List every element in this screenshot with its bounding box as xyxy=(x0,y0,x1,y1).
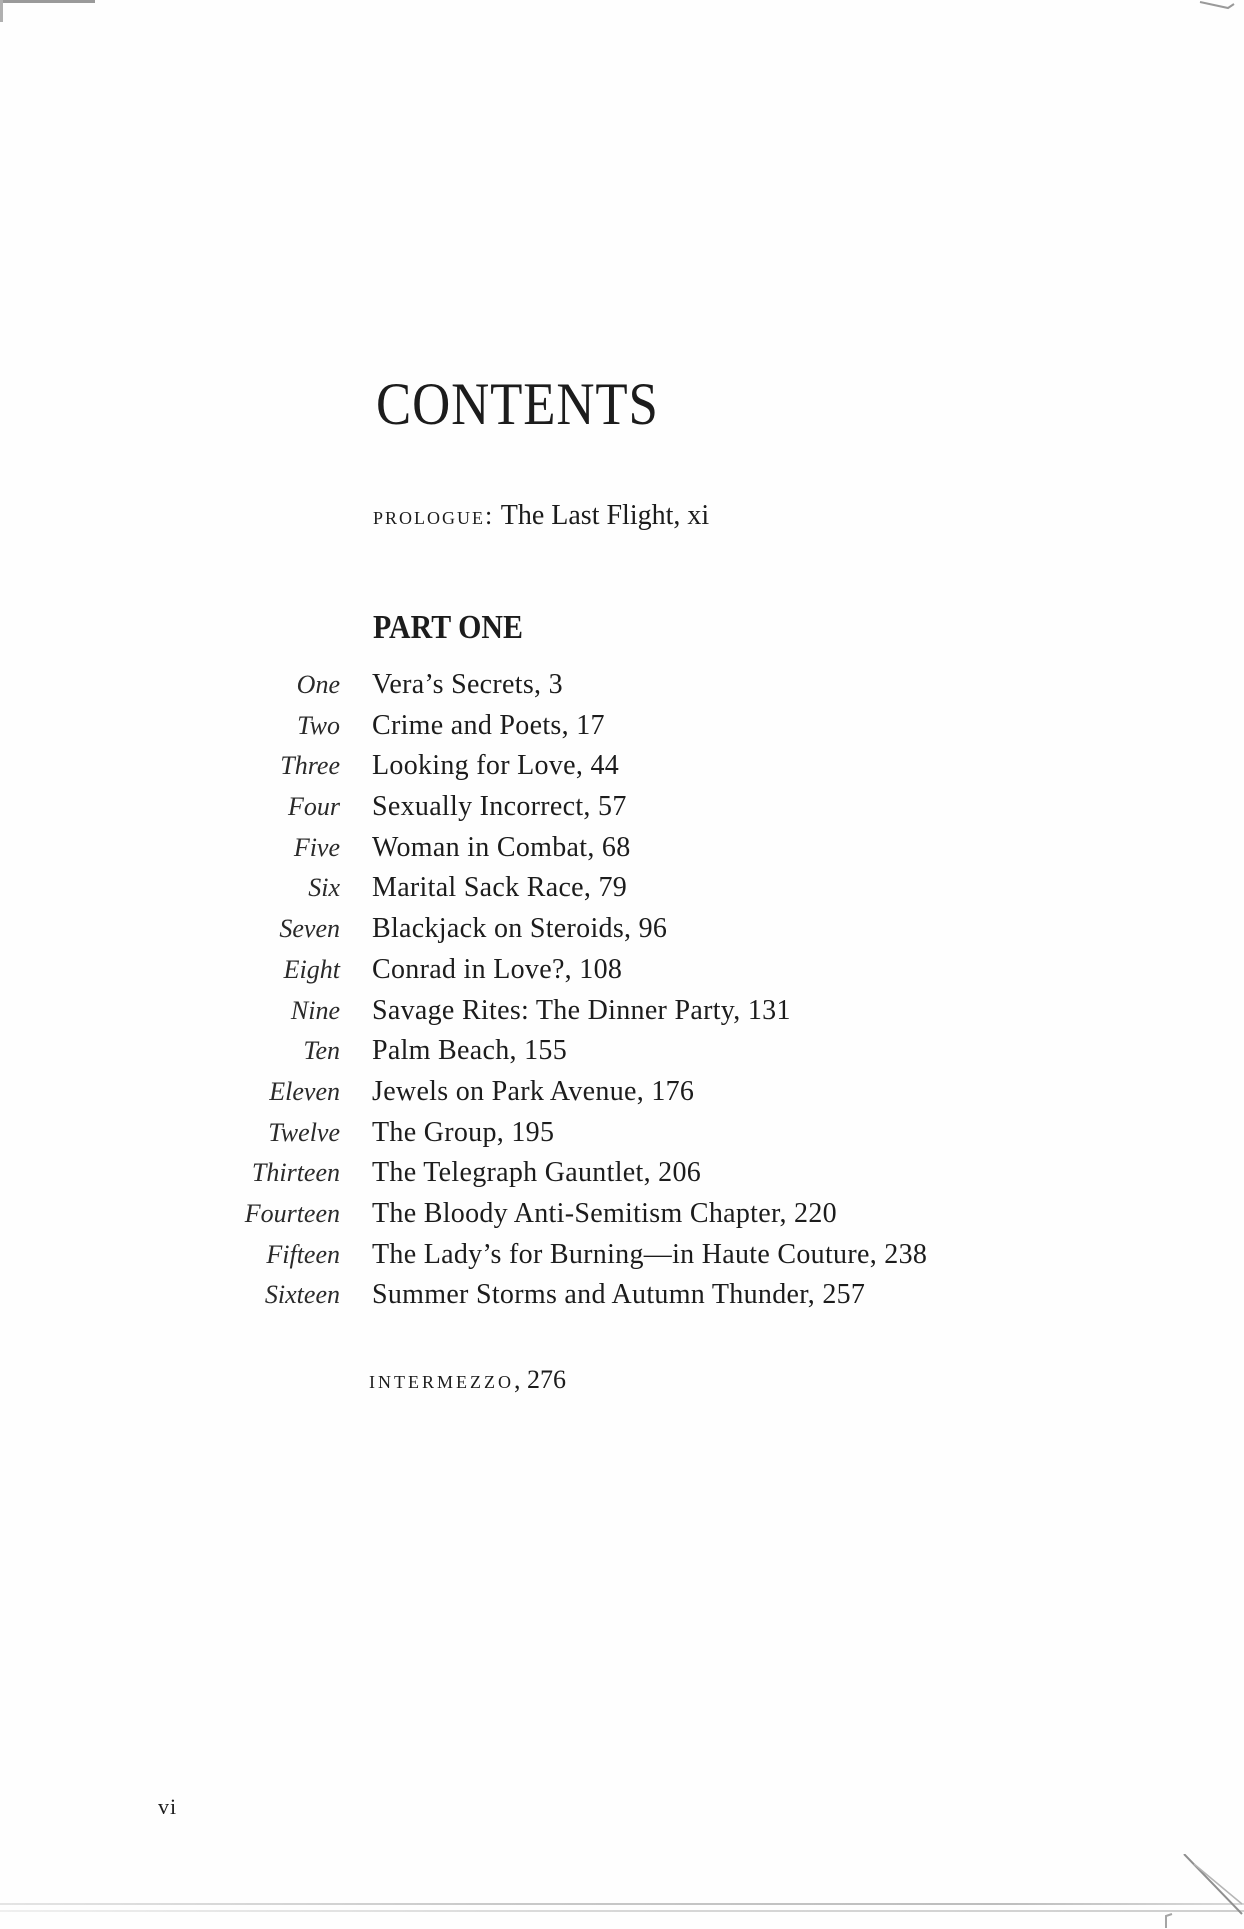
chapter-number: Three xyxy=(280,751,340,781)
toc-row xyxy=(0,993,1244,1034)
toc-row xyxy=(0,830,1244,871)
toc-row xyxy=(0,1155,1244,1196)
chapter-number: One xyxy=(296,670,340,699)
toc-row xyxy=(0,1033,1244,1074)
scan-corner-top-right xyxy=(1198,0,1238,14)
chapter-number: Eleven xyxy=(269,1076,340,1106)
chapter-title: Crime and Poets, 17 xyxy=(372,709,605,741)
chapter-title: Woman in Combat, 68 xyxy=(372,831,631,863)
chapter-title: Conrad in Love?, 108 xyxy=(372,953,623,985)
toc-row xyxy=(0,789,1244,830)
chapter-number: Sixteen xyxy=(264,1280,340,1310)
chapter-number: Ten xyxy=(303,1036,340,1066)
page-number: vi xyxy=(158,1794,178,1819)
chapter-number: Thirteen xyxy=(251,1158,340,1188)
chapter-title: The Group, 195 xyxy=(372,1116,555,1148)
chapter-title: Sexually Incorrect, 57 xyxy=(372,791,627,823)
chapter-title: Savage Rites: The Dinner Party, 131 xyxy=(372,994,791,1026)
chapter-number: Five xyxy=(293,832,340,862)
chapter-number: Twelve xyxy=(268,1117,340,1147)
toc-row xyxy=(0,667,1244,708)
scan-edge-bottom-secondary xyxy=(0,1910,1244,1912)
chapter-title: Summer Storms and Autumn Thunder, 257 xyxy=(372,1279,866,1311)
chapter-number: Two xyxy=(297,710,340,740)
part-heading: PART ONE xyxy=(373,609,523,647)
toc-row xyxy=(0,1115,1244,1156)
chapter-title: The Lady’s for Burning—in Haute Couture, 238 xyxy=(372,1238,928,1270)
intermezzo-page: , 276 xyxy=(513,1365,566,1394)
chapter-number: Nine xyxy=(290,995,340,1025)
toc-row xyxy=(0,870,1244,911)
chapter-number: Eight xyxy=(283,954,340,984)
toc-row xyxy=(0,952,1244,993)
scan-corner-bottom-right xyxy=(1164,1854,1244,1929)
toc-row xyxy=(0,911,1244,952)
scan-edge-left xyxy=(0,0,3,22)
scan-edge-top xyxy=(0,0,95,3)
prologue-entry xyxy=(373,502,709,530)
prologue-text: The Last Flight, xi xyxy=(500,500,710,531)
toc-row xyxy=(0,1196,1244,1237)
chapter-number: Four xyxy=(288,792,340,822)
intermezzo-label: intermezzo xyxy=(369,1365,514,1394)
chapter-title: Looking for Love, 44 xyxy=(372,750,620,782)
toc-row xyxy=(0,748,1244,789)
chapter-title: The Telegraph Gauntlet, 206 xyxy=(372,1157,702,1189)
prologue-label: prologue: xyxy=(373,501,495,530)
chapter-number: Fifteen xyxy=(266,1239,340,1269)
scan-edge-bottom xyxy=(0,1903,1244,1905)
chapter-title: Vera’s Secrets, 3 xyxy=(372,669,563,700)
page-title: CONTENTS xyxy=(376,371,659,438)
toc-row xyxy=(0,708,1244,749)
intermezzo-entry xyxy=(369,1367,566,1393)
toc-row xyxy=(0,1237,1244,1278)
chapter-number: Fourteen xyxy=(244,1198,340,1228)
chapter-title: The Bloody Anti-Semitism Chapter, 220 xyxy=(372,1197,837,1229)
chapter-title: Palm Beach, 155 xyxy=(372,1035,568,1067)
chapter-list xyxy=(0,667,1244,1318)
chapter-title: Marital Sack Race, 79 xyxy=(372,872,628,904)
toc-row xyxy=(0,1277,1244,1318)
chapter-title: Jewels on Park Avenue, 176 xyxy=(372,1075,695,1107)
toc-row xyxy=(0,1074,1244,1115)
chapter-number: Six xyxy=(308,873,340,903)
chapter-title: Blackjack on Steroids, 96 xyxy=(372,913,668,945)
chapter-number: Seven xyxy=(279,914,340,944)
